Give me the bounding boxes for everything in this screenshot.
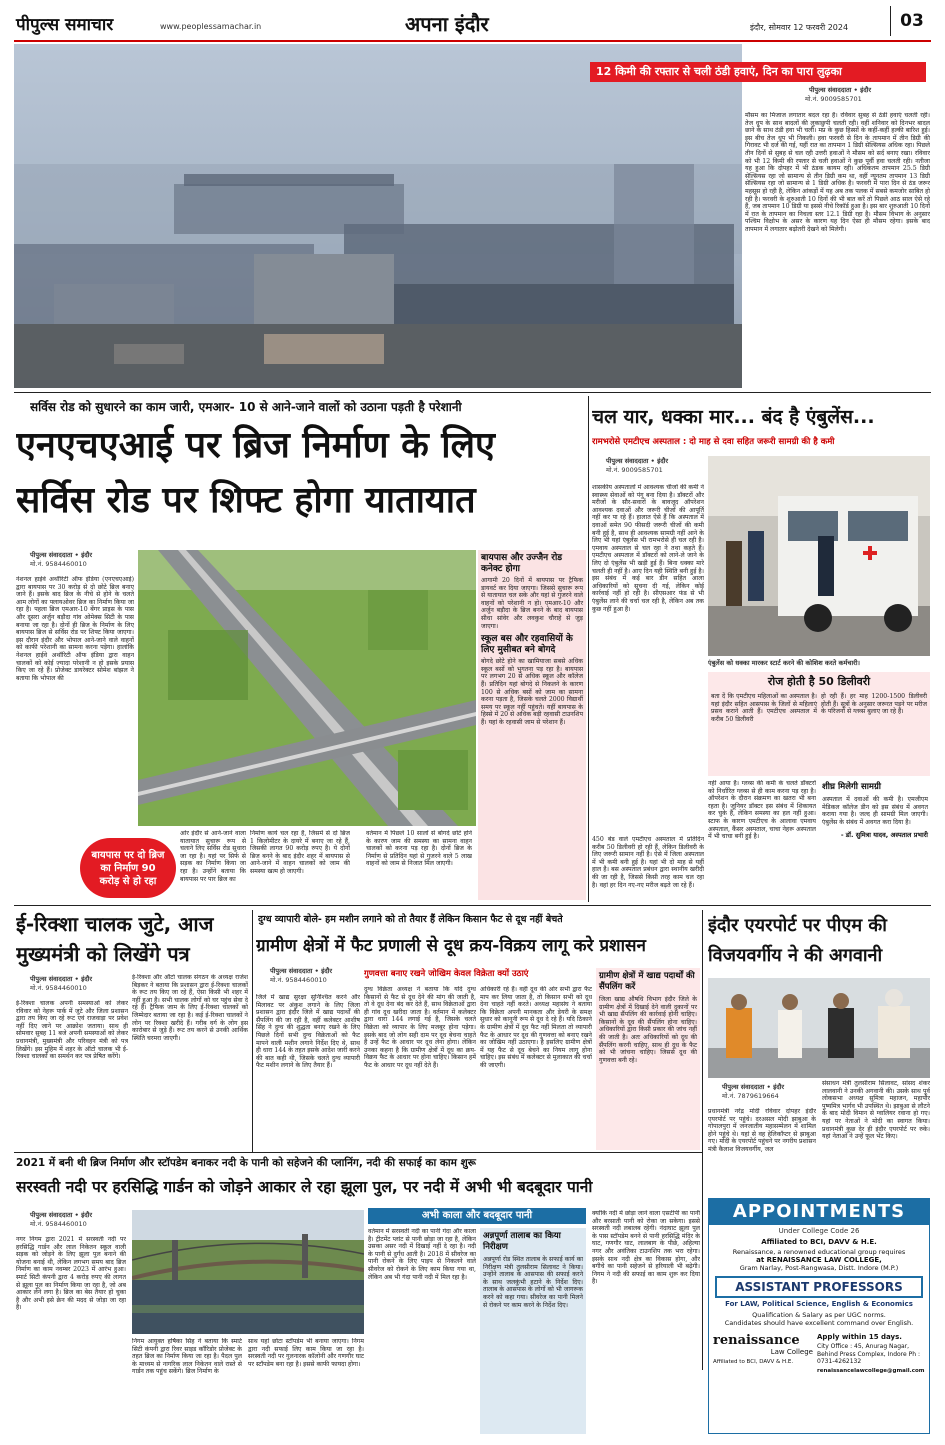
nhai-byline: पीपुल्स संवाददाता • इंदौर [30, 551, 93, 559]
river-kicker: 2021 में बनी थी ब्रिज निर्माण और स्टॉपडेम बनाकर नदी के पानी को सहेजने की प्लानिंग, नदी की सफाई का काम शुरू [16, 1157, 476, 1169]
ambulance-quote-body: अस्पताल में दवाओं की कमी है। एमजीएम मेडिकल कॉलेज डीन को इस संबंध में अवगत कराया गया है। जल्द ही सामग्री मिल जाएगी। एंबुलेंस के संबंध में अवगत करा दिया है। [822, 796, 928, 826]
river-byline: पीपुल्स संवाददाता • इंदौर [30, 1211, 93, 1219]
ad-office: City Office : 45, Anurag Nagar, Behind Press Complex, Indore Ph : 0731-4262132 [817, 1343, 920, 1365]
milk-headline: ग्रामीण क्षेत्रों में फैट प्रणाली से दूध क्रय-विक्रय लागू करे प्रशासन [256, 936, 646, 956]
paper-name: पीपुल्स समाचार [16, 15, 114, 35]
nhai-side1-body: आगामी 20 दिनों में बायपास पर ट्रैफिक डायवर्ट कर दिया जाएगा। जिससे सुचारू रूप से यातायात चल सके और यहां से गुजरने वाले वाहनों को परेशानी न हो। एमआर-10 और अर्जुन बड़ौदा के ब्रिज बनने के बाद बायपास सीधा सांवेर और लवकुश चौराहे से जुड़ जाएगा। [481, 577, 583, 630]
milk-mobile: मो.नं. 9584460010 [270, 976, 327, 984]
ad-logo: renaissance [713, 1333, 800, 1348]
ambulance-subhead: रामभरोसे एमटीएच अस्पताल : दो माह से दवा सहित जरूरी सामग्री की है कमी [592, 437, 835, 447]
ad-qual: Qualification & Salary as per UGC norms. [752, 1311, 886, 1319]
river-headline: सरस्वती नदी पर हरसिद्धि गार्डन को जोड़ने आकार ले रहा झूला पुल, पर नदी में अभी भी बदबूदार पानी [16, 1178, 593, 1196]
airport-welcome-photo [708, 978, 930, 1078]
ad-banner: ASSISTANT PROFESSORS [715, 1276, 923, 1298]
delivery-box-title: रोज होती है 50 डिलीवरी [767, 675, 871, 688]
weather-mobile: मो.नं. 9009585701 [805, 95, 862, 103]
ad-line3: at RENAISSANCE LAW COLLEGE, [756, 1256, 882, 1264]
nhai-col2: ओर इंदौर से आने-जाने वाला यातायात सुचारू रूप से चलाने लिए सर्विस रोड सुधारा जा रहा है। यहां पर सिर्फ से सड़क का निर्माण किया जा रहा है। उन्होंने बताया कि बायपास पर पार ब्रिज का [180, 830, 246, 883]
airport-byline: पीपुल्स संवाददाता • इंदौर [722, 1083, 785, 1091]
milk-byline-block [256, 966, 366, 990]
airport-col1: प्रधानमंत्री नरेंद्र मोदी रविवार दोपहर इंदौर एयरपोर्ट पर पहुंचे। दरअसल मोदी झाबुआ के गोपालपुरा में जनजातीय महासम्मेलन में शामिल होने पहुंचे थे। यहां से वह हेलिकॉप्टर से झाबुआ गए। मोदी के एयरपोर्ट पहुंचने पर नगरीय प्रशासन मंत्री कैलाश विजयवर्गीय, जल [708, 1108, 816, 1153]
delivery-box-body2: हो रही हैं। हर माह 1200-1500 डिलीवरी होती हैं। सूत्रों के अनुसार जरूरत पड़ने पर मरीज के परिजनों से ग्लव्स बुलाए जा रहे हैं। [821, 693, 927, 716]
foggy-city-photo [14, 44, 742, 388]
milk-col3: अधिकारी रहे हैं। वहीं दूध की ओर सभी द्वारा फैट माप कर लिया जाता है, तो किसान सभी को दूध देना चाहते नहीं करते। अध्यक्ष महासंघ ने बताया कि विक्रेता अपनी मानकता और डेयरी के समक्ष सुधार को कानूनी रूप से दूध दे रहे हैं। यदि ठिकाने के ग्रामीण क्षेत्रों में दूध फैट नहीं मिलता तो व्यापारी फैट के आधार पर दूध की गुणवत्ता को बनाए रखने का जोखिम नहीं उठाएगा। है इसलिए ग्रामीण क्षेत्रों में यह फैट से दूध बेचने का नियम लागू होना चाहिए। इस संबंध में कलेक्टर से मुलाकात की चर्चा की जाएगी। [480, 986, 592, 1069]
ambulance-quote-author: - डॉ. सुमित्रा यादव, अस्पताल प्रभारी [840, 831, 928, 840]
river-side-body: अन्नपूर्णा रोड स्थित तालाब के सफाई कार्य का निरीक्षण मंत्री तुलसीराम सिलावट ने किया। उन्होंने तालाब के आसपास की सफाई करने के साथ जलकुंभी हटाने के निर्देश दिए। तालाब के आसपास के लोगों को भी जागरूक करने को कहा गया। सीवरेज का पानी मिलने से रोकने पर काम करने के निर्देश दिए। [483, 1256, 583, 1309]
masthead [0, 0, 945, 40]
nhai-side2-body: बोगदे छोटे होने का खामियाजा सबसे अधिक स्कूल बसों को भुगतना पड़ रहा है। बायपास पर लगभग 20 से अधिक स्कूल और कॉलेज हैं। प्रतिदिन यहां बोगदे से निकलने के कारण 100 से अधिक बसों को जाम का सामना करना पड़ता है, जिसके चलते 2000 विद्यार्थी समय पर स्कूल नहीं पहुंचते। यहीं बायपास के हिस्से में 20 से अधिक बड़ी रहवासी टाउनशिप हैं। यहां के रहवासी जाम से परेशान हैं। [481, 658, 583, 726]
page-number: 03 [900, 11, 924, 31]
erickshaw-mobile: मो.नं. 9584460010 [30, 984, 87, 992]
ad-subjects: For LAW, Political Science, English & Economics [725, 1300, 913, 1308]
appointments-ad [708, 1198, 930, 1434]
ambulance-mobile: मो.नं. 9009585701 [606, 466, 663, 474]
ad-logo-sub: Law College [770, 1348, 813, 1356]
ambulance-body2: 450 बेड वाले एमटीएच अस्पताल में प्रतिदिन करीब 50 डिलीवरी हो रही हैं, लेकिन डिलीवरी के लिए जरूरी सामान नहीं है। ऐसे में जिला अस्पताल में भी कमी बनी हुई है। यहां भी दो माह से यहीं हाल है। बस अस्पताल प्रबंधन द्वारा स्थानीय खरीदी की जा रही है, जिससे किसी तरह काम चल रहा है। वहां हर दिन नए-नए मरीज बढ़ते जा रहे हैं। [592, 836, 704, 889]
ambulance-body3: नहीं आया है। ग्लव्स की कमी के चलते डॉक्टरों को निर्धारित ग्लव्स से ही काम करना पड़ रहा है। ऑपरेशन के दौरान संक्रमण का खतरा भी बना रहता है। जूनियर डॉक्टर इस संबंध में शिकायत कर चुके हैं, लेकिन समस्या का हल नहीं हुआ। स्टाफ के कारण एमटीएच के आलावा एमवाय अस्पताल, कैंसर अस्पताल, चाचा नेहरू अस्पताल में भी चाचा बनी हुई है। [708, 780, 816, 841]
ad-note: Candidates should have excellent command over English. [724, 1319, 914, 1327]
airport-headline-line2: विजयवर्गीय ने की अगवानी [708, 945, 883, 966]
erickshaw-headline-line2: मुख्यमंत्री को लिखेंगे पत्र [16, 942, 190, 966]
weather-headline: 12 किमी की रफ्तार से चली ठंडी हवाएं, दिन का पारा लुढ़का [596, 65, 842, 78]
erickshaw-headline-line1: ई-रिक्शा चालक जुटे, आज [16, 912, 214, 936]
dateline: इंदौर, सोमवार 12 फरवरी 2024 [750, 23, 849, 32]
milk-col2: दुग्ध विक्रेता अध्यक्ष ने बताया कि यदि दुग्ध किसानों से फैट से दूध देने की मांग की जाती है, तो वे दूध देना बंद कर देते हैं, साथ विक्रेताओं द्वारा ही गांव दूध खरीदा जाता है। वर्तमान में कलेक्टर द्वारा धारा 144 लगाई गई है, जिसके चलते विक्रेता को व्यापार के लिए मजबूर होना पड़ेगा। इसके बाद जो लोग सही दाम पर दूध बेचना चाहते हैं उन्हें फैट के आधार पर दूध लेना होगा। लेकिन उनका कहना है कि ग्रामीण क्षेत्रों में दूध का क्रय-विक्रय फैट के आधार पर होना चाहिए। किसान हमें फैट के आधार पर दूध नहीं देते हैं। [364, 986, 476, 1069]
milk-sub-title: गुणवत्ता बनाए रखने जोखिम केवल विक्रेता क्यों उठाएं [364, 969, 529, 979]
river-side-panel [480, 1228, 586, 1434]
river-col4: वर्तमान में सरस्वती नदी का पानी गंदा और काला है। ट्रीटमेंट प्लांट से पानी छोड़ा जा रहा है, लेकिन उसका असर नदी में दिखाई नहीं दे रहा है। नदी के पानी से दुर्गंध आती है। 2018 में सीवरेज का पानी रोकने के लिए पाइप से निकलने वाले सीवरेज को रोकने के लिए काम किया गया था, लेकिन अब भी गंदा पानी नदी में मिल रहा है। [368, 1228, 476, 1281]
nhai-headline-line1: एनएचएआई पर ब्रिज निर्माण के लिए [16, 425, 495, 466]
ambulance-byline: पीपुल्स संवाददाता • इंदौर [606, 457, 669, 465]
ad-line1: Affiliated to BCI, DAVV & H.E. [761, 1238, 877, 1246]
ambulance-quote-title: शीघ्र मिलेगी सामग्री [822, 782, 881, 792]
river-col3: साथ यहां छोटा स्टॉपडेम भी बनाया जाएगा। निगम द्वारा नदी सफाई लिए काम किया जा रहा है। सरस्वती नदी पर गुलनारक कॉलोनी और गणगौर घाट पर स्टॉपडेम बना रहा है। इससे काफी फायदा होगा। [248, 1338, 364, 1368]
nhai-side2-title: स्कूल बस और रहवासियों के लिए मुसीबत बने बोगदे [481, 634, 573, 656]
milk-kicker: दुग्ध व्यापारी बोले- हम मशीन लगाने को तो तैयार हैं लेकिन किसान फैट से दूध नहीं बेचते [258, 914, 563, 925]
erickshaw-byline-block [16, 974, 126, 998]
nhai-callout [80, 838, 176, 898]
river-byline-block [16, 1210, 126, 1234]
airport-headline-line1: इंदौर एयरपोर्ट पर पीएम की [708, 915, 887, 936]
ambulance-headline: चल यार, धक्का मार... बंद है एंबुलेंस... [592, 406, 875, 428]
nhai-col3: निर्माण कार्य चल रहा है, जिसमें से दो ब्रिज 1 किलोमीटर के दायरे में बनाए जा रहे हैं, जिसकी लागत 90 करोड़ रुपए है। ये दोनों ब्रिज बनने के बाद इंदौर शहर में बायपास से आने-जाने में वाहन चालकों को जाम की समस्या खत्म हो जाएगी। [250, 830, 350, 875]
delivery-box [708, 672, 930, 776]
nhai-byline-block [16, 550, 134, 572]
milk-side-panel [596, 968, 700, 1150]
nhai-callout-text: बायपास पर दो ब्रिज का निर्माण 90 करोड़ से हो रहा [91, 849, 165, 887]
river-col1: नगर निगम द्वारा 2021 में सरस्वती नदी पर हरसिद्धि गार्डन और लाल निकेतन स्कूल वाली सड़क को जोड़ने के लिए झूला पुल बनाने की योजना बनाई थी, लेकिन लगभग समय बाद ब्रिज निर्माण का काम नवम्बर 2023 में आरंभ हुआ। स्मार्ट सिटी कंपनी द्वारा 4 करोड़ रुपए की लागत से झूला पुल का निर्माण किया जा रहा है, जो अब आकार लेने लगा है। ब्रिज का बेस तैयार हो चुका है और अभी इसे क्रेन की मदद से जोड़ा जा रहा है। [16, 1236, 126, 1312]
weather-headline-bar [590, 62, 926, 82]
nhai-side-panel [478, 550, 586, 900]
ambulance-push-photo [708, 456, 930, 656]
section-title: अपना इंदौर [405, 12, 489, 36]
erickshaw-col2: ई-रिक्शा और ऑटो चालक संगठन के अध्यक्ष राजेश बिड़कर ने बताया कि प्रशासन द्वारा ई-रिक्शा चालकों के रूट तय किए जा रहे हैं, ऐसा किसी भी शहर में नहीं हुआ है। सभी चालक लोगों को घर पहुंच सेवा दे रहे हैं। ट्रैफिक जाम के लिए ई-रिक्शा चालकों को जिम्मेदार बताया जा रहा है। कई ई-रिक्शा चालकों ने लोन पर रिक्शा खरीदे हैं। गरीब वर्ग के लोग इस कारोबार से जुड़े हैं। रूट तय करने से उनकी आर्थिक स्थिति चरमरा जाएगी। [132, 974, 248, 1042]
ad-logo-aff: Affiliated to BCI, DAVV & H.E. [713, 1359, 794, 1365]
ad-subtitle: Under College Code 26 [778, 1227, 860, 1235]
river-side-title: अन्नपूर्णा तालाब का किया निरीक्षण [483, 1231, 561, 1252]
river-col5: क्योंकि नदी में छोड़ा जाने वाला एसटीपी का पानी और बरसाती पानी को रोका जा सकेगा। इससे सरस्वती नदी लबालब रहेगी। नंदाघाट झूला पुल के पास स्टॉपडेम बनने से पानी हरसिद्धि मंदिर के घाट, गणगौर घाट, लालबाग के पीछे, अहिल्या नगर और अवंतिका टाउनशिप तक भरा रहेगा। इसके साथ नदी क्षेत्र का विकास होगा, और बगीचे का पानी सहेजने से हरियाली भी बढ़ेगी। निगम ने नदी की सफाई का काम शुरू कर दिया है। [592, 1210, 700, 1286]
ambulance-body1: शासकीय अस्पतालों में आवश्यक चीजों की कमी ने स्वास्थ्य सेवाओं को पंगु बना दिया है। डॉक्टरों और मरीजों के सौर-सवारों के बावजूद ऑपरेशन आवश्यक दवाओं और जरूरी चीजों की आपूर्ति नहीं कर पा रहे हैं। हालात ऐसे हैं कि अस्पताल में दवाओं समेत 90 फीसदी जरूरी चीजों की कमी बनी हुई है, साथ ही आवश्यक सामग्री नहीं आने के लिए भी यहां एंबुलेंस भी रामभरोसे ही चल रही है। एमवाय अस्पताल से चल रहा ने तथा कहते हैं। एमटीएच अस्पताल में डॉक्टरों को लाने-ले जाने के लिए दो एंबुलेंस भी खड़ी हुई हैं। बिना धक्का मारे चलती ही नहीं है। आए दिन यही स्थिति बनी हुई है। इस संबंध में कई बार डीन सहित आला अधिकारियों को सूचना दी गई, लेकिन कोई कार्रवाई नहीं हो रही है। सीएसआर फंड से भी एंबुलेंस लाने की चर्चा चल रही है, लेकिन अब तक कुछ नहीं हुआ है। [592, 484, 704, 613]
airport-col2: संसाधन मंत्री तुलसीराम सिलावट, सांसद शंकर लालवानी ने उनकी अगवानी की। उसके साथ पूर्व लोकसभा अध्यक्ष सुमित्रा महाजन, महापौर पुष्यमित्र भार्गव भी उपस्थित थे। झाबुआ से लौटने के बाद मोदी विमान से ग्वालियर रवाना हो गए। यहां पर नेताओं ने मोदी का स्वागत किया। प्रधानमंत्री कुछ देर ही इंदौर एयरपोर्ट पर रुके। यहां नेताओं ने उन्हें फूल भेंट किए। [822, 1080, 930, 1141]
weather-byline: पीपुल्स संवाददाता • इंदौर [809, 86, 872, 94]
website: www.peoplessamachar.in [160, 22, 262, 31]
masthead-rule [14, 40, 931, 42]
suspension-bridge-photo [132, 1210, 364, 1334]
ambulance-caption: एंबुलेंस को धक्का मारकर स्टार्ट करने की कोशिश करते कर्मचारी। [708, 659, 860, 667]
ambulance-quote-box [820, 780, 930, 900]
ambulance-byline-block [592, 456, 704, 480]
river-col2: निगम आयुक्त हर्षिका सिंह ने बताया कि स्मार्ट सिटी कंपनी द्वारा रिवर साइड कॉरिडोर प्रोजेक्ट के तहत ब्रिज का निर्माण किया जा रहा है। पैदल पुल के माध्यम से नागरिक लाल निकेतन वाले रास्ते से गार्डन तक पहुंच सकेंगे। ब्रिज निर्माण के [132, 1338, 242, 1376]
river-sub-title: अभी काला और बदबूदार पानी [421, 1210, 533, 1221]
nhai-col4: वर्तमान में पिछले 10 सालों से बोगदे छोटे होने के कारण जाम की समस्या का सामना वाहन चालकों को करना पड़ रहा है। दोनों ब्रिज के निर्माण से प्रतिदिन यहां से गुजरने वाले 5 लाख वाहनों को जाम से निजात मिल जाएगी। [366, 830, 472, 868]
river-sub-title-bar [368, 1208, 586, 1224]
delivery-box-body1: बता दें कि एमटीएच महिलाओं का अस्पताल है। यहां इंदौर सहित आसपास के जिलों से महिलाएं प्रसव कराने आती हैं। एमटीएच अस्पताल में करीब 50 डिलीवरी [711, 693, 817, 723]
nhai-headline-line2: सर्विस रोड पर शिफ्ट होगा यातायात [16, 480, 476, 521]
ad-title: APPOINTMENTS [709, 1199, 929, 1225]
weather-body: मौसम का मिजाज लगातार बदल रहा है। रविवार सुबह से ठंडी हवाएं चलती रहीं। तेज धूप के साथ बादलों की लुकाछुपी चलती रही। वहीं शनिवार को दिनभर बादल छाने के साथ ठंडी हवा भी चली। मप्र के कुछ हिस्सों के कहीं-कहीं हल्की बारिश हुई। इस बीच तेज धूप भी निकली। हवा फरवरी से दिन के तापमान में तीन डिग्री की गिरावट भी दर्ज की गई, यहीं रात का तापमान 1 डिग्री सेल्सियस अधिक रहा। पिछले तीन दिनों से सुबह से चल रही उत्तरी हवाओं ने मौसम को सर्द बनाए रखा। रविवार को भी 12 किमी की रफ्तार से चली हवाओं ने कुछ पूर्वी हवा चलती रही। नतीजा यह हुआ कि दोपहर में भी ठंडक कायम रही। अधिकतम तापमान 25.5 डिग्री सेल्सियस रहा जो सामान्य से तीन डिग्री कम था, वहीं न्यूनतम तापमान 13 डिग्री सेल्सियस रहा जो सामान्य से 1 डिग्री अधिक है। फरवरी में पारा दिन से ठंड जरूर महसूस हो रही है, लेकिन आंकड़ों में यह अब तक पलक में सबसे कमजोर साबित हो रही है। फरवरी के शुरुआती 10 दिनों की भी बात करें तो पिछले आठ साल ऐसे रहे हैं, जब तापमान 10 डिग्री या इससे नीचे रिकॉर्ड हुआ है। इस बार शुरुआती 10 दिनों में रात के तापमान का निचला स्तर 12.1 डिग्री रहा है। मौसम विभाग के अनुसार पश्चिम विक्षोभ के असर के कारण यह दिन ऐसा ही मौसम रहेगा। इसके बाद तापमान में लगातार बढ़ोतरी देखने को मिलेगी। [745, 112, 930, 233]
milk-col1: जिले में खाद्य सुरक्षा सुनिश्चित करने और मिलावट पर अंकुश लगाने के लिए जिला प्रशासन द्वारा इंदौर जिले में खाद्य पदार्थों की सैंपलिंग की जा रही है, वहीं कलेक्टर आशीष सिंह ने दुग्ध की शुद्धता बनाए रखने के लिए पिछले दिनों सभी दुग्ध विक्रेताओं को फैट मापने वाली मशीन लगाने निर्देश दिए थे, साथ ही धारा 144 के तहत इसके आदेश जारी करने की बात कही थी, जिसके चलते दुग्ध व्यापारी फैट मशीन लगाने के लिए तैयार हैं। [256, 994, 360, 1070]
airport-mobile: मो.नं. 7879619664 [722, 1092, 779, 1100]
ad-email: renaissancelawcollege@gmail.com [817, 1367, 925, 1374]
nhai-col1: नेशनल हाईवे अथॉरिटी ऑफ इंडिया (एनएचएआई) द्वारा बायपास पर 30 करोड़ से दो छोटे ब्रिज बनाए जाने हैं। इसके बाद ब्रिज के नीचे से होने के चलते आम लोगों का फ्लायओवर ब्रिज का निर्माण किया जा रहा है। पहला ब्रिज एमआर-10 बेंगर प्राइस के पास और दूसरा अर्जुन बड़ौदा गांव ओमेक्स सिटी के पास बनाया जा रहा है। दोनों ही ब्रिज के निर्माण के लिए बायपास ब्रिज से सर्विस रोड पर शिफ्ट किया जाएगा। इस दौरान इंदौर और भोपाल आने-जाने वाले वाहनों को काफी परेशानी का सामना करना पड़ेगा। हालांकि नेशनल हाईवे अथॉरिटी ऑफ इंडिया द्वारा वाहन चालकों को कोई ज्यादा परेशानी न हो इसके प्रयास किए जा रहे हैं। प्रोजेक्ट डायरेक्टर सोमेश बांझल ने बताया कि भोपाल की [16, 576, 134, 682]
river-mobile: मो.नं. 9584460010 [30, 1220, 87, 1228]
ad-line4: Gram Narlay, Post-Rangwasa, Distt. Indore (M.P.) [739, 1264, 899, 1272]
erickshaw-col1: ई-रिक्शा चालक अपनी समस्याओं को लेकर रविवार को नेहरू पार्क में जुटे और जिला प्रशासन द्वारा तय किए जा रहे रूट एवं राजवाड़ा पर प्रवेश नहीं दिए जाने पर आक्रोश जताया। साथ ही सोमवार सुबह 11 बजे अपनी समस्याओं को लेकर प्रधानमंत्री, मुख्यमंत्री और परिवहन मंत्री को पत्र लिखेंगे। इस मुहिम में शहर के ऑटो चालक भी ई-रिक्शा चालकों का समर्थन कर पत्र प्रेषित करेंगे। [16, 1000, 128, 1061]
nhai-mobile: मो.नं. 9584460010 [30, 560, 87, 568]
milk-byline: पीपुल्स संवाददाता • इंदौर [270, 967, 333, 975]
milk-side-body: जिला खाद्य औषधि विभाग इंदौर जिले के ग्रामीण क्षेत्रों में दिखाई देने वाली दुकानों पर भी खाद्य सैंपलिंग की कार्रवाई होनी चाहिए। किसानों के दूध की सैंपलिंग होना चाहिए। अधिकारियों द्वारा किसी प्रकार की जांच नहीं की जाती है। अतः अधिकारियों को दूध की सैंपलिंग करनी चाहिए, साथ ही दूध के फैट को भी जांचना चाहिए। जिससे दूध की गुणवत्ता बनी रहे। [599, 996, 697, 1064]
nhai-kicker: सर्विस रोड को सुधारने का काम जारी, एमआर- 10 से आने-जाने वालों को उठाना पड़ती है परेशानी [30, 400, 462, 414]
weather-byline-block [745, 85, 930, 109]
bypass-aerial-photo [138, 550, 476, 826]
erickshaw-byline: पीपुल्स संवाददाता • इंदौर [30, 975, 93, 983]
milk-side-title: ग्रामीण क्षेत्रों में खाद्य पदार्थों की सैंपलिंग करें [599, 971, 695, 992]
ad-apply: Apply within 15 days. [817, 1333, 902, 1341]
ad-line2: Renaissance, a renowned educational group requires [732, 1248, 906, 1256]
nhai-side1-title: बायपास और उज्जैन रोड कनेक्ट होगा [481, 553, 563, 574]
